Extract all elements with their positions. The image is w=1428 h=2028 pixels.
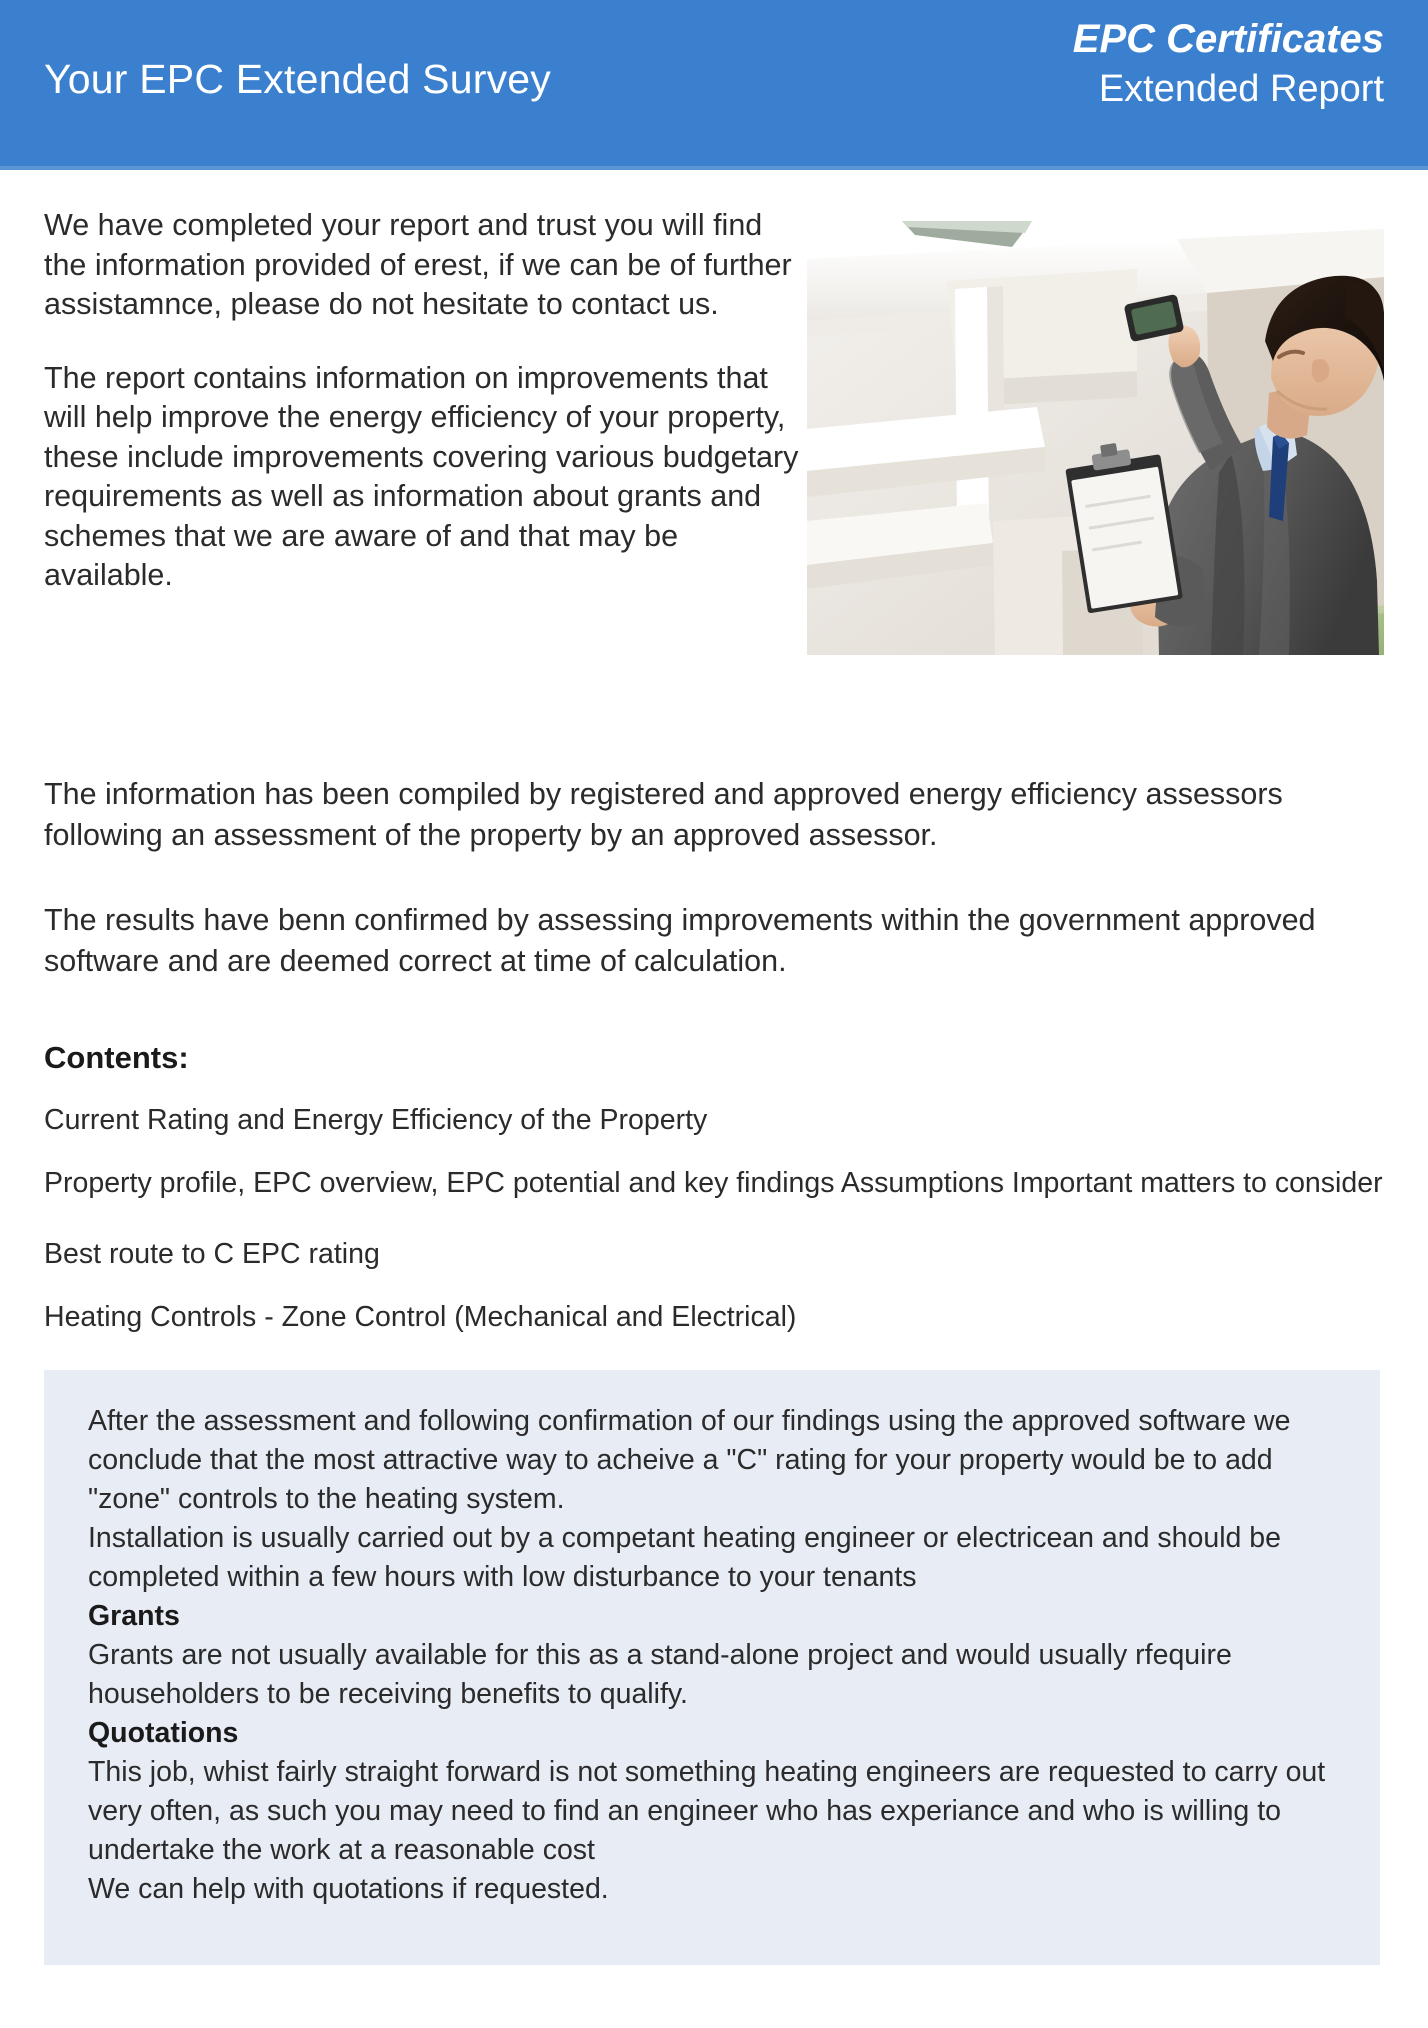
body-paragraph-4: The results have benn confirmed by assessing improvements within the government approved software and are deemed correct at time of calculation. xyxy=(44,903,1316,978)
recommendation-paragraph-1: After the assessment and following confirmation of our findings using the approved software we conclude that the most attractive way to acheive a "C" rating for your property would be to add "zone" controls to the heating system. xyxy=(88,1405,1291,1515)
intro-paragraph-1: We have completed your report and trust you will find the information provided of erest, if we can be of further assistamnce, please do not hesitate to contact us. xyxy=(44,208,792,321)
contents-item-2[interactable]: Property profile, EPC overview, EPC potential and key findings Assumptions Important matters to consider xyxy=(44,1167,1383,1199)
page-title: Your EPC Extended Survey xyxy=(44,56,551,102)
assessor-photo-illustration xyxy=(807,221,1384,655)
document-body xyxy=(0,170,1428,1965)
brand-subtitle: Extended Report xyxy=(1098,68,1384,110)
brand-block xyxy=(1073,14,1384,114)
page-header xyxy=(0,0,1428,170)
intro-paragraph-2: The report contains information on improvements that will help improve the energy efficiency of your property, these include improvements covering various budgetary requirements as well as information about grants and schemes that we are aware of and that may be available. xyxy=(44,360,799,592)
grants-heading: Grants xyxy=(88,1600,180,1632)
assessor-photo xyxy=(807,221,1384,655)
contents-item-3[interactable]: Best route to C EPC rating xyxy=(44,1238,380,1270)
intro-section xyxy=(44,170,1384,676)
intro-text-column xyxy=(44,206,804,596)
contents-item-1[interactable]: Current Rating and Energy Efficiency of the Property xyxy=(44,1104,708,1136)
grants-text: Grants are not usually available for this as a stand-alone project and would usually rfequire householders to be receiving benefits to qualify. xyxy=(88,1639,1232,1710)
quotations-heading: Quotations xyxy=(88,1717,239,1749)
quotations-closing-text: We can help with quotations if requested. xyxy=(88,1873,609,1905)
contents-item-4[interactable]: Heating Controls - Zone Control (Mechanical and Electrical) xyxy=(44,1301,797,1333)
quotations-text: This job, whist fairly straight forward is not something heating engineers are requested to carry out very often, as such you may need to find an engineer who has experiance and who is willing to undertake the work at a reasonable cost xyxy=(88,1756,1326,1866)
recommendation-panel xyxy=(44,1370,1380,1965)
contents-heading: Contents: xyxy=(44,1040,189,1075)
recommendation-paragraph-2: Installation is usually carried out by a competant heating engineer or electricean and should be completed within a few hours with low disturbance to your tenants xyxy=(88,1522,1281,1593)
body-paragraph-3: The information has been compiled by registered and approved energy efficiency assessors following an assessment of the property by an approved assessor. xyxy=(44,777,1283,852)
brand-name: EPC Certificates xyxy=(1072,17,1384,61)
